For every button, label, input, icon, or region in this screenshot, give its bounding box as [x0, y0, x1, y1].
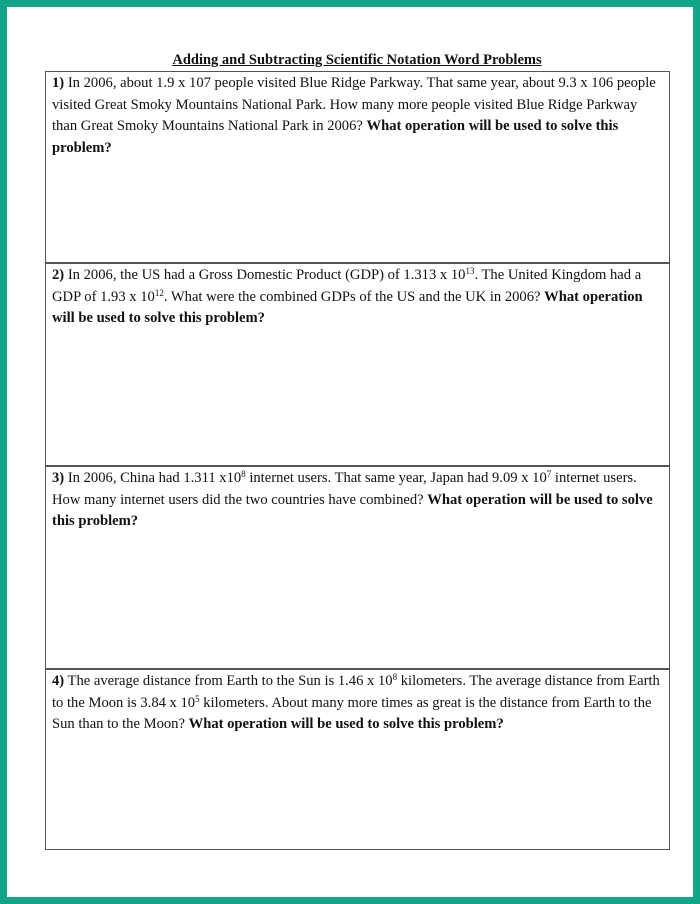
problem-2-text-b: . The United Kingdom had a GDP of 1.93 x 10 — [52, 267, 642, 305]
problem-4-text-c: kilometers. About many more times as great is the distance from Earth to the Sun than to the Moon? — [52, 694, 652, 732]
problem-4-text-b: kilometers. The average distance from Earth to the Moon is 3.84 x 10 — [52, 673, 660, 711]
problem-2-text-c: . What were the combined GDPs of the US and the UK in 2006? — [163, 288, 545, 305]
problem-2-exponent-1: 13 — [465, 266, 475, 276]
problem-2-text-a: In 2006, the US had a Gross Domestic Product (GDP) of 1.313 x 10 — [64, 267, 466, 283]
worksheet-title: Adding and Subtracting Scientific Notation Word Problems — [172, 52, 542, 68]
problem-1-question: What operation will be used to solve this problem? — [52, 118, 619, 156]
problem-2-exponent-2: 12 — [154, 287, 164, 298]
problem-1-text: In 2006, about 1.9 x 107 people visited Blue Ridge Parkway. That same year, about 9.3 x 106 people visited Great Smoky Mountains National Park. How many more people visited Blue Ridge Parkway than Great Smoky Mountains National Park in 2006? — [52, 75, 656, 134]
problem-3-exponent-1: 8 — [241, 469, 246, 479]
problem-3-text-c: internet users. How many internet users did the two countries have combined? — [52, 470, 637, 508]
problem-1-box — [45, 71, 670, 263]
problem-4-question: What operation will be used to solve this problem? — [188, 716, 504, 732]
problem-3-text-b: internet users. That same year, Japan had 9.09 x 10 — [245, 470, 547, 486]
problem-3-exponent-2: 7 — [546, 469, 552, 479]
problem-3-box — [45, 466, 670, 669]
problem-1-number: 1) — [52, 75, 65, 91]
problem-3-text-a: In 2006, China had 1.311 x10 — [64, 470, 242, 486]
problem-3-question: What operation will be used to solve this problem? — [52, 491, 653, 529]
problem-4-box — [45, 669, 670, 850]
problem-2-question: What operation will be used to solve this problem? — [52, 288, 643, 326]
problem-2-number: 2) — [52, 267, 65, 283]
problem-4-exponent-1: 8 — [392, 672, 398, 682]
problem-2-box — [45, 263, 670, 466]
problem-4-text-a: The average distance from Earth to the Sun is 1.46 x 10 — [64, 673, 393, 689]
problem-4-exponent-2: 5 — [195, 693, 200, 704]
problem-4-number: 4) — [52, 673, 65, 689]
problem-3-number: 3) — [52, 470, 65, 486]
